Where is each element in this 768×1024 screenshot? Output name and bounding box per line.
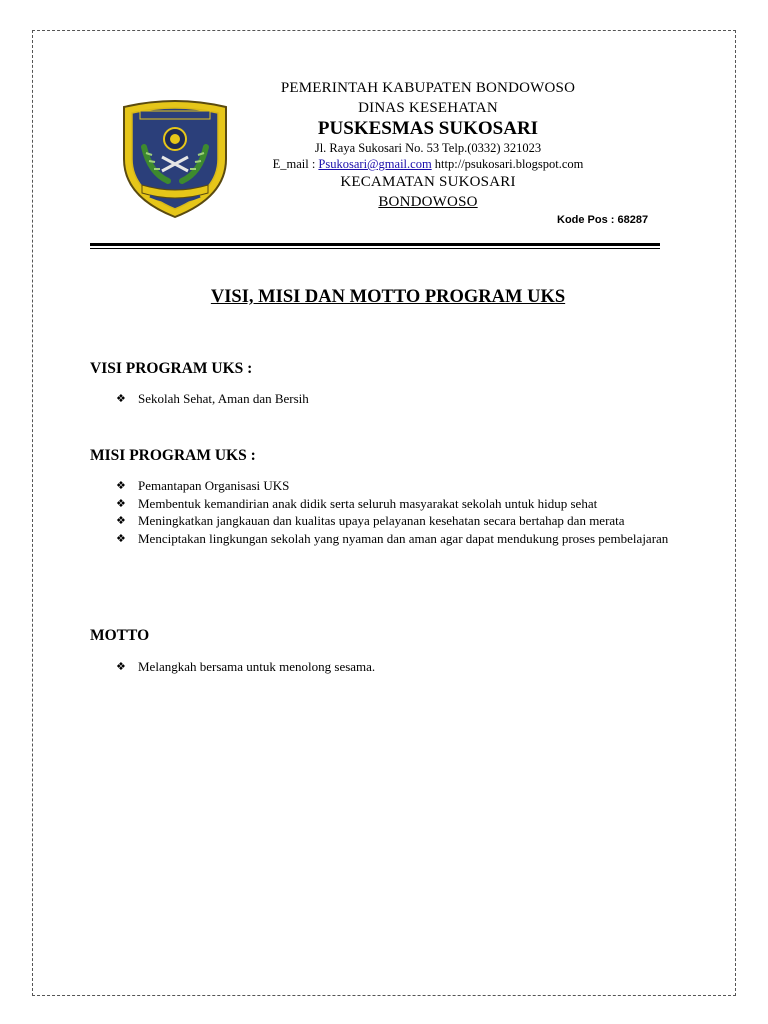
header-divider-thick <box>90 243 660 246</box>
list-item-text: Menciptakan lingkungan sekolah yang nyaman dan aman agar dapat mendukung proses pembelajaran <box>138 530 669 546</box>
department-line: DINAS KESEHATAN <box>358 100 498 116</box>
list-item-text: Meningkatkan jangkauan dan kualitas upaya pelayanan kesehatan secara bertahap dan merata <box>138 513 625 528</box>
contact-line <box>240 156 616 172</box>
motto-heading: MOTTO <box>90 627 150 644</box>
institution-name: PUSKESMAS SUKOSARI <box>317 118 539 139</box>
diamond-bullet-icon: ❖ <box>116 514 126 527</box>
city-name: BONDOWOSO <box>378 194 478 210</box>
list-item <box>116 512 678 530</box>
list-item-text: Melangkah bersama untuk menolong sesama. <box>138 659 376 674</box>
list-item-text: Sekolah Sehat, Aman dan Bersih <box>138 391 309 406</box>
list-item-text: Membentuk kemandirian anak didik serta seluruh masyarakat sekolah untuk hidup sehat <box>138 495 598 511</box>
website-text: http://psukosari.blogspot.com <box>431 157 584 171</box>
list-item-text: Pemantapan Organisasi UKS <box>138 478 290 493</box>
letterhead <box>240 78 616 212</box>
list-item <box>116 477 678 495</box>
diamond-bullet-icon: ❖ <box>116 392 126 405</box>
list-item <box>116 530 678 548</box>
diamond-bullet-icon: ❖ <box>116 531 126 545</box>
diamond-bullet-icon: ❖ <box>116 479 126 492</box>
list-item <box>116 495 678 513</box>
email-link[interactable]: Psukosari@gmail.com <box>318 157 432 171</box>
city-line <box>240 192 616 212</box>
document-title: VISI, MISI DAN MOTTO PROGRAM UKS <box>210 287 566 307</box>
misi-list <box>116 477 678 547</box>
list-item <box>116 658 678 676</box>
government-line: PEMERINTAH KABUPATEN BONDOWOSO <box>280 80 576 96</box>
postal-code: Kode Pos : 68287 <box>557 214 649 226</box>
header-divider-thin <box>90 248 660 249</box>
diamond-bullet-icon: ❖ <box>116 660 126 673</box>
list-item <box>116 390 678 408</box>
kecamatan-line: KECAMATAN SUKOSARI <box>340 174 516 190</box>
email-label: E_mail : <box>272 157 319 171</box>
visi-heading: VISI PROGRAM UKS : <box>90 360 253 377</box>
bondowoso-emblem-icon <box>116 97 234 219</box>
visi-list <box>116 390 678 408</box>
address-line: Jl. Raya Sukosari No. 53 Telp.(0332) 321023 <box>314 141 542 155</box>
motto-list <box>116 658 678 676</box>
diamond-bullet-icon: ❖ <box>116 496 126 510</box>
misi-heading: MISI PROGRAM UKS : <box>90 447 256 464</box>
